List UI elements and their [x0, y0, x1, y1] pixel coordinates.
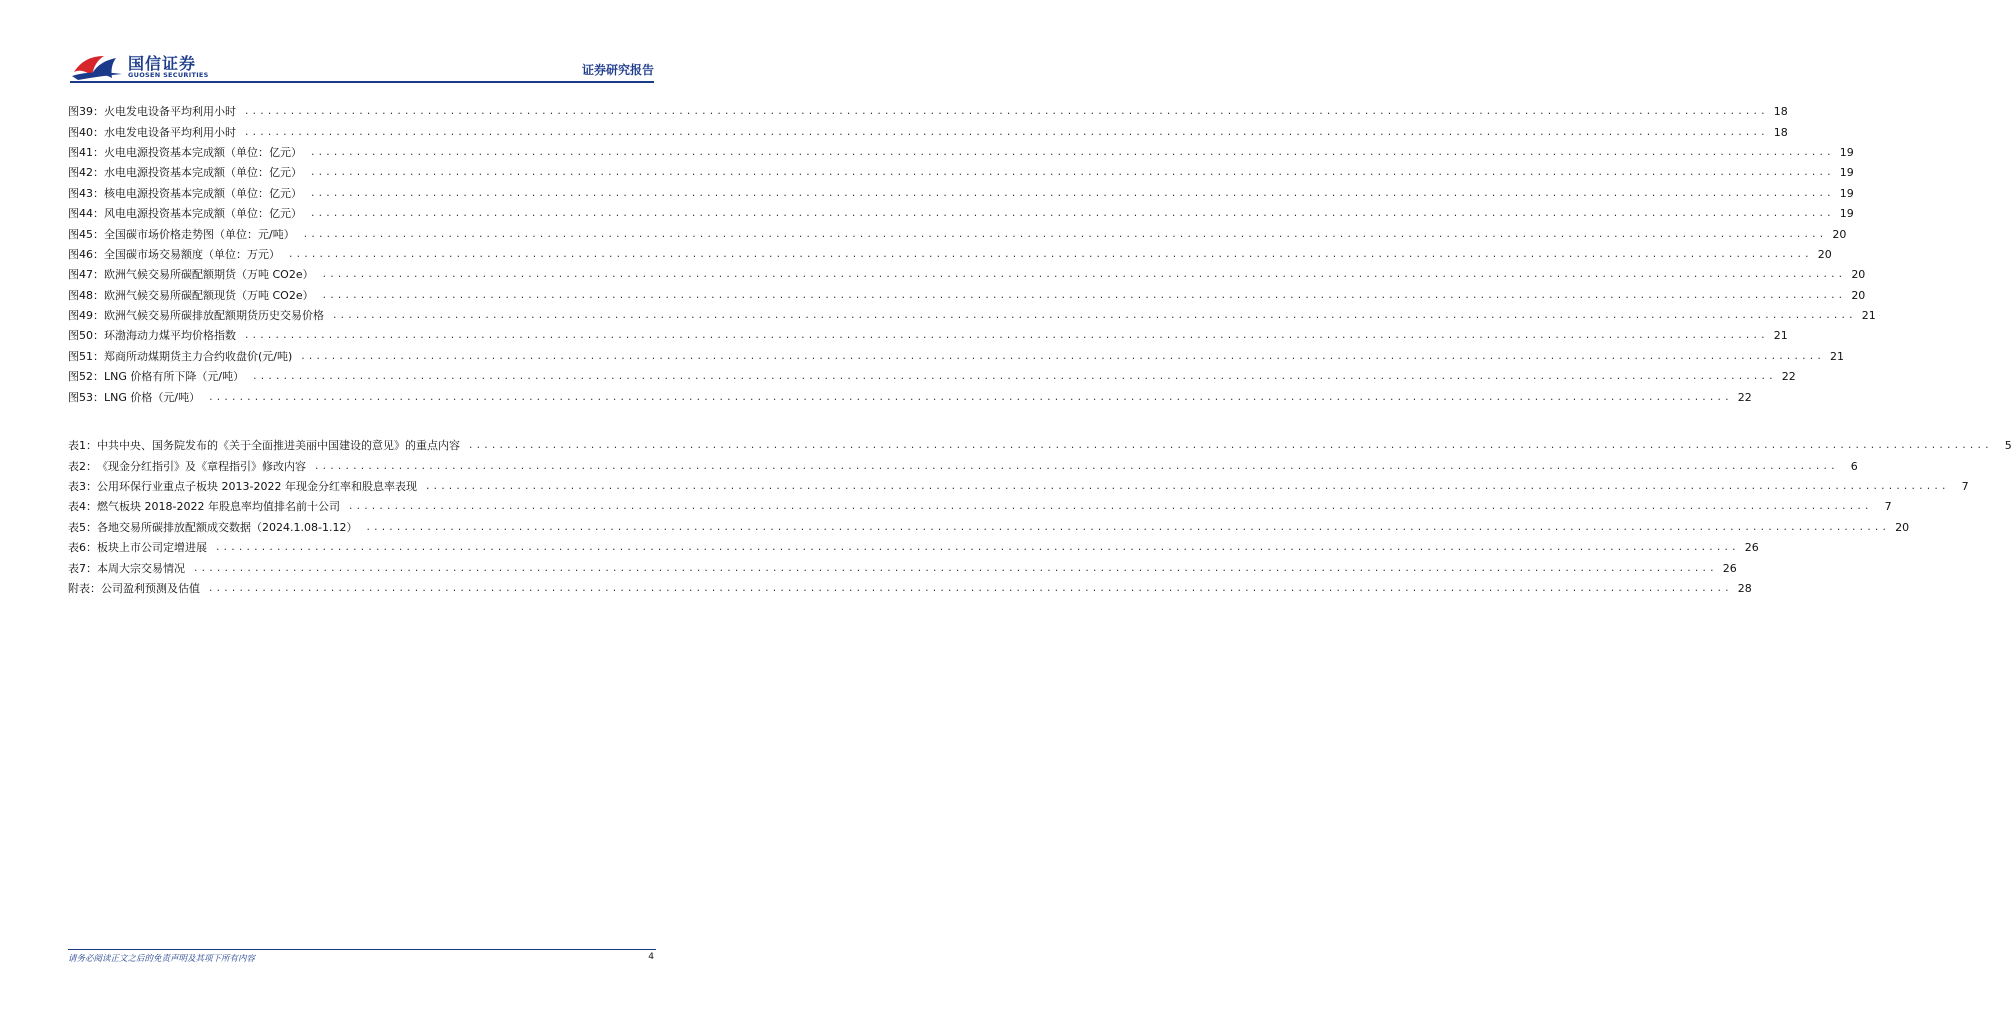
- toc-entry-title[interactable]: 全国碳市场价格走势图（单位：元/吨）: [104, 227, 295, 241]
- toc-entry-title[interactable]: 风电电源投资基本完成额（单位：亿元）: [104, 207, 302, 221]
- toc-entry-page[interactable]: 26: [1744, 541, 1759, 555]
- dot-leader: ........................................................................................................................................................................................................: [208, 583, 1732, 594]
- dot-leader: ........................................................................................................................................................................................................: [208, 392, 1732, 403]
- dot-leader: ........................................................................................................................................................................................................: [252, 372, 1776, 383]
- toc-entry[interactable]: [68, 286, 1866, 306]
- dot-leader: ........................................................................................................................................................................................................: [310, 147, 1834, 158]
- toc-entry-title[interactable]: 火电发电设备平均利用小时: [104, 105, 236, 119]
- toc-entry[interactable]: [68, 245, 1832, 265]
- logo-text-cn: 国信证券: [128, 54, 197, 73]
- toc-entry-title[interactable]: 《现金分红指引》及《章程指引》修改内容: [97, 459, 306, 473]
- dot-leader: ........................................................................................................................................................................................................: [193, 563, 1717, 574]
- toc-entry[interactable]: [68, 184, 1854, 204]
- toc-entry-page[interactable]: 7: [1884, 500, 1892, 514]
- table-index-list: [68, 436, 2012, 599]
- toc-entry-page[interactable]: 21: [1830, 349, 1844, 363]
- toc-entry-label: 表2：: [68, 459, 97, 473]
- toc-entry[interactable]: [68, 143, 1854, 163]
- dot-leader: ........................................................................................................................................................................................................: [215, 543, 1739, 554]
- toc-entry-page[interactable]: 22: [1737, 390, 1752, 404]
- toc-entry-label: 表3：: [68, 479, 97, 493]
- toc-entry[interactable]: [68, 518, 1910, 538]
- toc-entry-title[interactable]: 本周大宗交易情况: [97, 561, 185, 575]
- footer-divider: [68, 949, 656, 950]
- page-header: [0, 0, 724, 90]
- toc-entry[interactable]: [68, 122, 1788, 142]
- toc-entry-page[interactable]: 6: [1850, 459, 1858, 473]
- toc-entry-title[interactable]: LNG 价格有所下降（元/吨）: [104, 370, 245, 384]
- page-number: 4: [648, 952, 654, 962]
- toc-entry-label: 图45：: [68, 227, 104, 241]
- toc-entry-page[interactable]: 19: [1839, 207, 1854, 221]
- toc-entry-label: 图46：: [68, 247, 104, 261]
- dot-leader: ........................................................................................................................................................................................................: [244, 331, 1768, 342]
- toc-entry-label: 图43：: [68, 186, 104, 200]
- dot-leader: ........................................................................................................................................................................................................: [314, 461, 1838, 472]
- header-divider: [70, 81, 654, 83]
- toc-entry[interactable]: [68, 224, 1847, 244]
- toc-entry[interactable]: [68, 579, 1752, 599]
- dot-leader: ........................................................................................................................................................................................................: [300, 351, 1824, 362]
- toc-entry-title[interactable]: 核电电源投资基本完成额（单位：亿元）: [104, 186, 302, 200]
- toc-entry[interactable]: [68, 477, 1969, 497]
- toc-entry-page[interactable]: 20: [1851, 268, 1866, 282]
- dot-leader: ........................................................................................................................................................................................................: [302, 229, 1827, 240]
- toc-entry-page[interactable]: 22: [1781, 370, 1796, 384]
- guosen-logo: [70, 50, 210, 82]
- dot-leader: ........................................................................................................................................................................................................: [365, 522, 1890, 533]
- toc-entry-label: 图42：: [68, 166, 104, 180]
- toc-entry-page[interactable]: 19: [1839, 186, 1854, 200]
- toc-entry-label: 表4：: [68, 500, 97, 514]
- toc-entry-label: 附表：: [68, 581, 101, 595]
- toc-entry-label: 表6：: [68, 541, 97, 555]
- dot-leader: ........................................................................................................................................................................................................: [244, 127, 1768, 138]
- toc-entry-page[interactable]: 19: [1839, 166, 1854, 180]
- toc-entry-label: 图50：: [68, 329, 104, 343]
- toc-entry-label: 图48：: [68, 288, 104, 302]
- toc-entry-title[interactable]: 公用环保行业重点子板块 2013-2022 年现金分红率和股息率表现: [97, 479, 417, 493]
- dot-leader: ........................................................................................................................................................................................................: [244, 107, 1768, 118]
- toc-entry-page[interactable]: 21: [1861, 309, 1876, 323]
- toc-entry[interactable]: [68, 456, 1858, 476]
- toc-entry-title[interactable]: 水电发电设备平均利用小时: [104, 125, 236, 139]
- dot-leader: ........................................................................................................................................................................................................: [321, 270, 1846, 281]
- toc-entry-title[interactable]: 中共中央、国务院发布的《关于全面推进美丽中国建设的意见》的重点内容: [97, 439, 460, 453]
- toc-entry-title[interactable]: 板块上市公司定增进展: [97, 541, 207, 555]
- toc-entry-label: 图40：: [68, 125, 104, 139]
- dot-leader: ........................................................................................................................................................................................................: [321, 290, 1846, 301]
- toc-entry-title[interactable]: 水电电源投资基本完成额（单位：亿元）: [104, 166, 302, 180]
- toc-entry-label: 图51：: [68, 349, 104, 363]
- figure-index-list: [68, 102, 1876, 408]
- toc-entry-title[interactable]: 欧洲气候交易所碳排放配额期货历史交易价格: [104, 309, 324, 323]
- dot-leader: ........................................................................................................................................................................................................: [310, 209, 1834, 220]
- toc-entry[interactable]: [68, 387, 1752, 407]
- footer-disclaimer: 请务必阅读正文之后的免责声明及其项下所有内容: [68, 954, 256, 964]
- toc-entry-title[interactable]: 环渤海动力煤平均价格指数: [104, 329, 236, 343]
- toc-entry-title[interactable]: 欧洲气候交易所碳配额现货（万吨 CO2e）: [104, 288, 314, 302]
- toc-entry-page[interactable]: 20: [1895, 520, 1910, 534]
- toc-entry[interactable]: [68, 306, 1876, 326]
- toc-entry-label: 表7：: [68, 561, 97, 575]
- toc-entry-page[interactable]: 26: [1722, 561, 1737, 575]
- toc-entry-title[interactable]: 火电电源投资基本完成额（单位：亿元）: [104, 145, 302, 159]
- logo-text-en: GUOSEN SECURITIES: [128, 71, 209, 79]
- toc-entry-title[interactable]: 各地交易所碳排放配额成交数据（2024.1.08-1.12）: [97, 520, 358, 534]
- dot-leader: ........................................................................................................................................................................................................: [347, 502, 1872, 513]
- toc-entry[interactable]: [68, 436, 2012, 456]
- toc-entry-title[interactable]: LNG 价格（元/吨）: [104, 390, 201, 404]
- toc-entry-page[interactable]: 20: [1832, 227, 1847, 241]
- toc-entry-page[interactable]: 19: [1839, 145, 1854, 159]
- toc-entry-title[interactable]: 燃气板块 2018-2022 年股息率均值排名前十公司: [97, 500, 340, 514]
- toc-entry[interactable]: [68, 163, 1854, 183]
- toc-entry-label: 图44：: [68, 207, 104, 221]
- dot-leader: ........................................................................................................................................................................................................: [468, 441, 1992, 452]
- report-type-label: 证券研究报告: [581, 63, 654, 77]
- toc-entry-page[interactable]: 18: [1773, 105, 1788, 119]
- toc-entry-page[interactable]: 28: [1737, 581, 1752, 595]
- toc-entry-page[interactable]: 20: [1817, 247, 1832, 261]
- toc-entry-label: 图39：: [68, 105, 104, 119]
- toc-entry-title[interactable]: 全国碳市场交易额度（单位：万元）: [104, 247, 280, 261]
- toc-entry-page[interactable]: 20: [1851, 288, 1866, 302]
- toc-entry-label: 图41：: [68, 145, 104, 159]
- toc-entry-label: 表1：: [68, 439, 97, 453]
- toc-entry-page[interactable]: 5: [2004, 439, 2012, 453]
- toc-entry-title[interactable]: 欧洲气候交易所碳配额期货（万吨 CO2e）: [104, 268, 314, 282]
- toc-entry-label: 图53：: [68, 390, 104, 404]
- toc-entry[interactable]: [68, 538, 1759, 558]
- toc-entry-title[interactable]: 公司盈利预测及估值: [101, 581, 200, 595]
- toc-entry-page[interactable]: 7: [1961, 479, 1969, 493]
- toc-entry[interactable]: [68, 367, 1796, 387]
- toc-entry-page[interactable]: 18: [1773, 125, 1788, 139]
- dot-leader: ........................................................................................................................................................................................................: [288, 249, 1812, 260]
- toc-entry[interactable]: [68, 558, 1737, 578]
- toc-entry[interactable]: [68, 102, 1788, 122]
- dot-leader: ........................................................................................................................................................................................................: [310, 188, 1834, 199]
- dot-leader: ........................................................................................................................................................................................................: [332, 311, 1856, 322]
- toc-entry[interactable]: [68, 204, 1854, 224]
- toc-entry-label: 图52：: [68, 370, 104, 384]
- dot-leader: ........................................................................................................................................................................................................: [424, 481, 1949, 492]
- toc-entry[interactable]: [68, 326, 1788, 346]
- toc-entry[interactable]: [68, 347, 1844, 367]
- toc-entry-page[interactable]: 21: [1773, 329, 1788, 343]
- toc-entry-label: 图47：: [68, 268, 104, 282]
- dot-leader: ........................................................................................................................................................................................................: [310, 168, 1834, 179]
- toc-entry-label: 表5：: [68, 520, 97, 534]
- toc-entry-title[interactable]: 郑商所动煤期货主力合约收盘价(元/吨): [104, 349, 293, 363]
- toc-entry[interactable]: [68, 497, 1892, 517]
- toc-entry[interactable]: [68, 265, 1866, 285]
- toc-entry-label: 图49：: [68, 309, 104, 323]
- guosen-logo-icon: [70, 50, 126, 82]
